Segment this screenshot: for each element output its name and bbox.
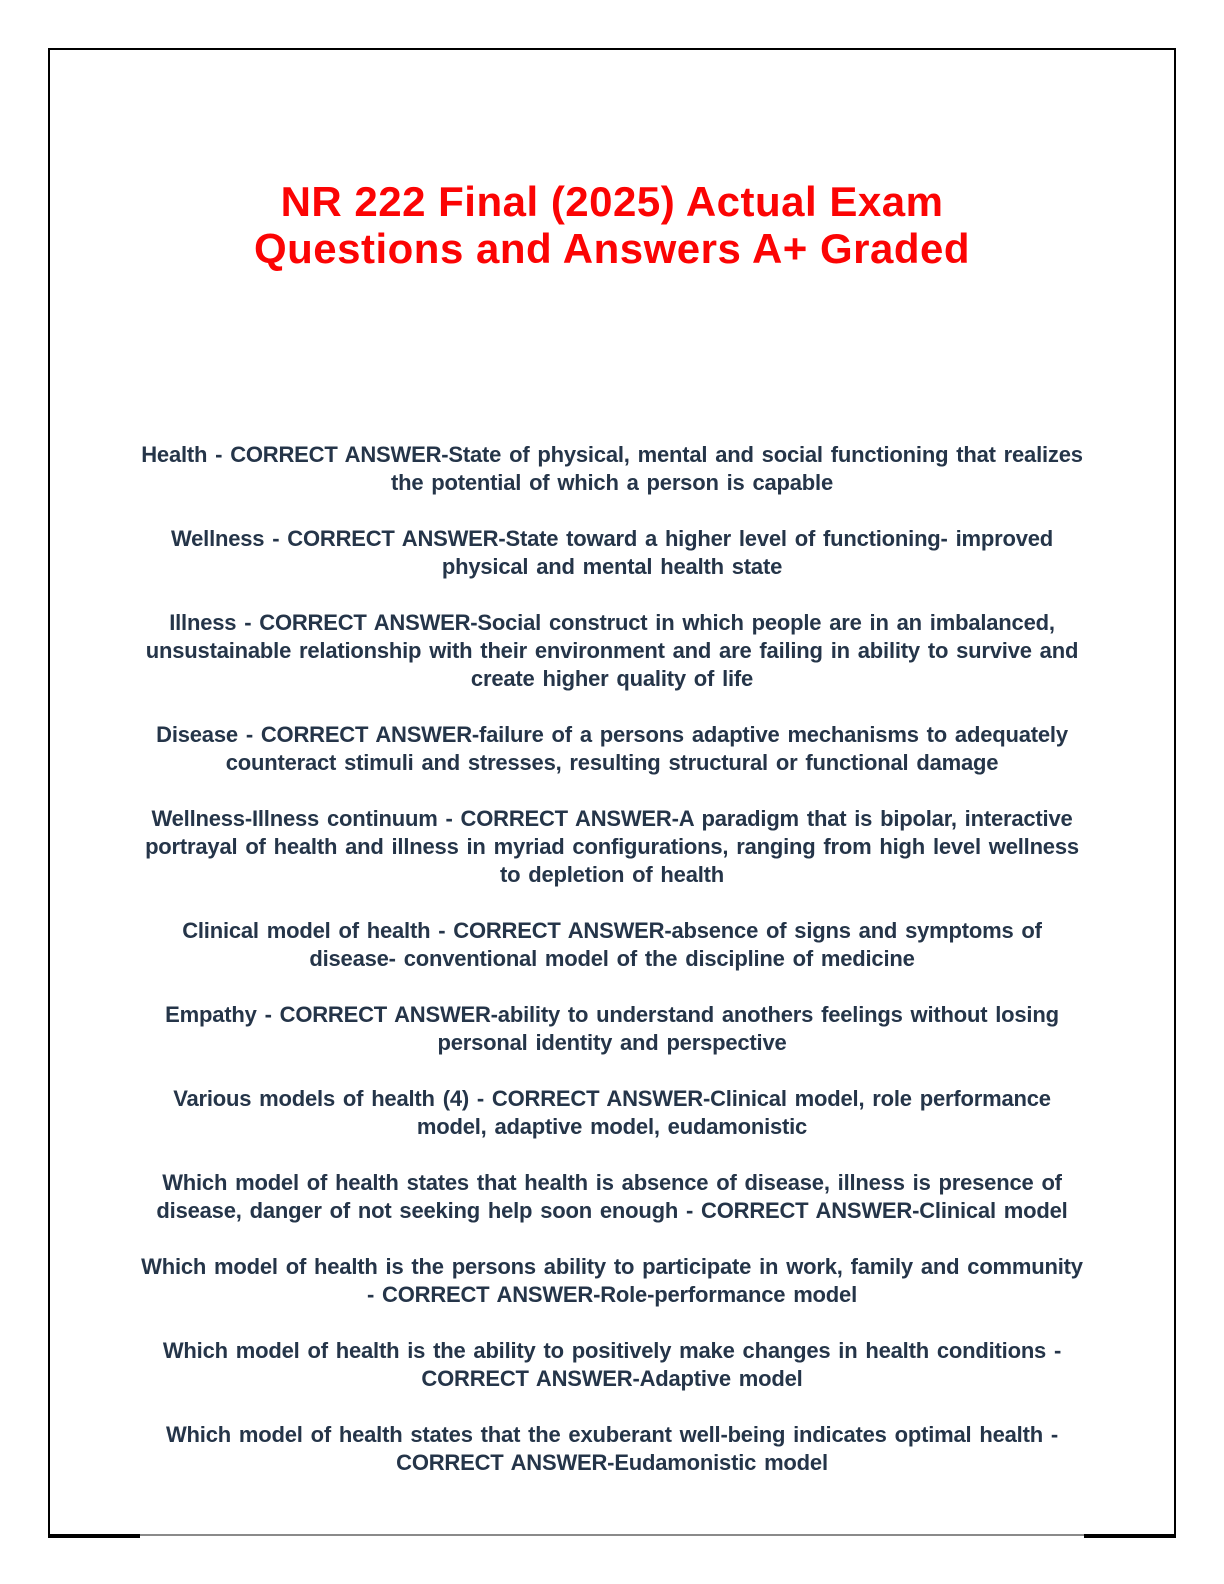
qa-content xyxy=(50,272,1174,1477)
qa-paragraph: Disease - CORRECT ANSWER-failure of a persons adaptive mechanisms to adequately counteract stimuli and stresses, resulting structural or functional damage xyxy=(156,722,1068,775)
qa-paragraph: Various models of health (4) - CORRECT ANSWER-Clinical model, role performance model, adaptive model, eudamonistic xyxy=(173,1086,1051,1139)
page-title-line2: Questions and Answers A+ Graded xyxy=(253,225,971,272)
bottom-border-left-segment xyxy=(48,1534,140,1538)
qa-paragraph: Which model of health states that the exuberant well-being indicates optimal health - CORRECT ANSWER-Eudamonistic model xyxy=(165,1422,1058,1475)
qa-paragraph: Which model of health is the persons ability to participate in work, family and community - CORRECT ANSWER-Role-performance model xyxy=(141,1254,1083,1307)
qa-paragraph: Clinical model of health - CORRECT ANSWER-absence of signs and symptoms of disease- conventional model of the discipline of medicine xyxy=(182,918,1042,971)
qa-paragraph: Which model of health is the ability to positively make changes in health conditions - CORRECT ANSWER-Adaptive model xyxy=(162,1338,1062,1391)
page-title xyxy=(70,178,1154,272)
qa-paragraph: Illness - CORRECT ANSWER-Social construct in which people are in an imbalanced, unsustainable relationship with their environment and are failing in ability to survive and create higher quality of life xyxy=(145,610,1079,691)
qa-paragraph: Empathy - CORRECT ANSWER-ability to understand anothers feelings without losing personal identity and perspective xyxy=(165,1002,1059,1055)
document-page xyxy=(48,48,1176,1534)
page-bottom-edge xyxy=(48,1534,1176,1538)
page-break-line xyxy=(140,1534,1084,1536)
page-title-line1: NR 222 Final (2025) Actual Exam xyxy=(280,178,944,225)
qa-paragraph: Which model of health states that health is absence of disease, illness is presence of disease, danger of not seeking help soon enough - CORRECT ANSWER-Clinical model xyxy=(156,1170,1068,1223)
qa-paragraph: Wellness - CORRECT ANSWER-State toward a higher level of functioning- improved physical and mental health state xyxy=(170,526,1054,579)
qa-paragraph: Wellness-Illness continuum - CORRECT ANSWER-A paradigm that is bipolar, interactive portrayal of health and illness in myriad configurations, ranging from high level wellness to depletion of health xyxy=(145,806,1079,887)
qa-paragraph: Health - CORRECT ANSWER-State of physical, mental and social functioning that realizes the potential of which a person is capable xyxy=(141,442,1083,495)
bottom-border-right-segment xyxy=(1084,1534,1176,1538)
